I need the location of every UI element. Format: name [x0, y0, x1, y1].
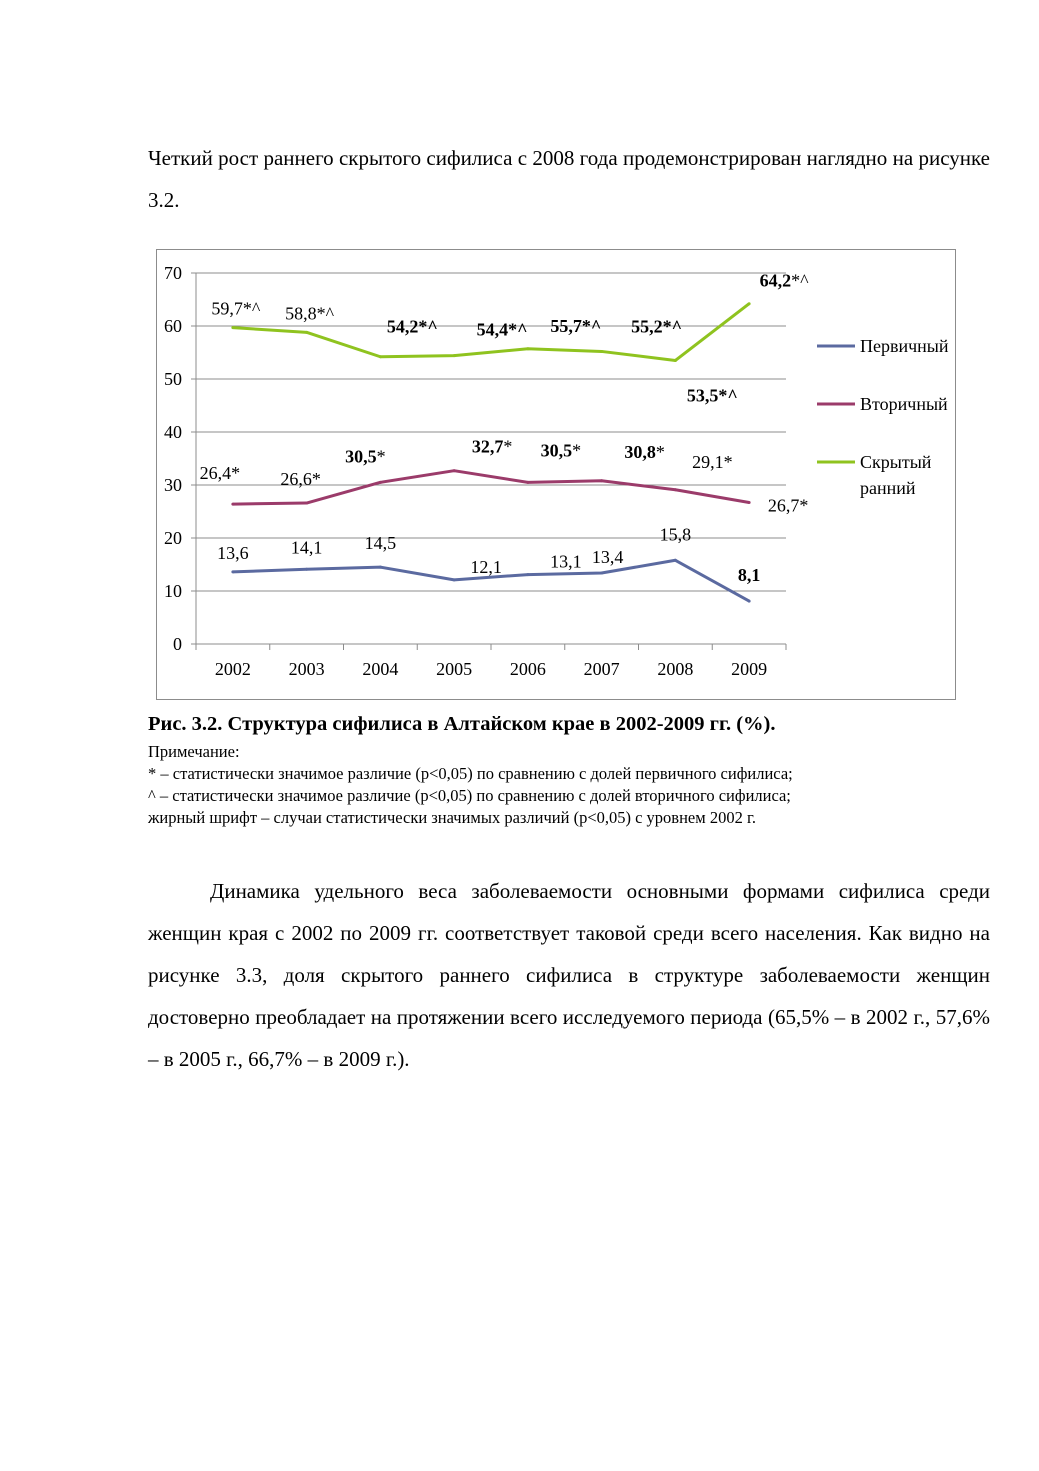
x-tick-label: 2005: [436, 659, 473, 679]
data-label: [660, 524, 692, 544]
data-label: [472, 437, 513, 457]
data-label-significance-mark: *: [376, 446, 386, 467]
data-label: [345, 446, 386, 466]
data-point: [674, 488, 677, 491]
data-label-significance-mark: *: [723, 451, 733, 472]
data-label: [200, 463, 241, 483]
data-point: [231, 326, 234, 329]
data-point: [748, 600, 751, 603]
data-point: [453, 469, 456, 472]
data-label-value: 29,1: [692, 451, 724, 472]
chart-figure: [156, 249, 956, 700]
data-point: [379, 566, 382, 569]
data-label: [365, 533, 397, 553]
y-tick-label: 60: [164, 316, 182, 336]
data-label-value: 58,8: [285, 303, 317, 324]
note-line: жирный шрифт – случаи статистически значимых различий (p<0,05) с уровнем 2002 г.: [148, 808, 756, 827]
data-label-significance-mark: *: [799, 495, 809, 516]
data-label: [687, 385, 738, 405]
data-point: [305, 502, 308, 505]
data-label: [291, 537, 323, 557]
data-point: [231, 503, 234, 506]
data-label: [211, 299, 261, 319]
x-tick-label: 2002: [214, 659, 251, 679]
data-label-value: 14,5: [364, 533, 397, 554]
data-label-value: 59,7: [211, 298, 243, 319]
data-label-significance-mark: *^: [662, 316, 683, 337]
data-label-significance-mark: *^: [242, 298, 261, 319]
data-label: [592, 547, 624, 567]
data-label: [738, 565, 761, 585]
line-chart: [157, 250, 957, 701]
data-label-value: 64,2: [759, 270, 792, 291]
data-label-value: 13,6: [217, 542, 249, 563]
data-label-value: 26,4: [199, 463, 232, 484]
figure-caption: Рис. 3.2. Структура сифилиса в Алтайском крае в 2002-2009 гг. (%).: [148, 713, 776, 735]
y-tick-label: 30: [164, 475, 182, 495]
data-point: [674, 359, 677, 362]
note-line: ^ – статистически значимое различие (p<0,05) по сравнению с долей вторичного сифилиса;: [148, 786, 791, 805]
data-label-value: 54,2: [386, 316, 419, 337]
data-label-significance-mark: *^: [418, 316, 438, 337]
x-tick-label: 2003: [288, 659, 325, 679]
data-label: [550, 316, 601, 336]
data-label-value: 26,6: [280, 469, 312, 490]
data-point: [526, 347, 529, 350]
data-label-significance-mark: *^: [791, 270, 809, 291]
body-paragraph: Динамика удельного веса заболеваемости основными формами сифилиса среди женщин края с 2002 по 2009 гг. соответствует таковой среди всего населения. Как видно на рисунке 3.3, доля скрытого раннего сифилиса в структуре заболеваемости женщин достоверно преобладает на протяжении всего исследуемого периода (65,5% – в 2002 г., 57,6% – в 2005 г., 66,7% – в 2009 г.).: [148, 879, 990, 1071]
data-point: [526, 481, 529, 484]
data-point: [305, 331, 308, 334]
data-label: [217, 543, 249, 563]
y-tick-label: 50: [164, 369, 182, 389]
data-label: [550, 552, 582, 572]
data-label-significance-mark: *: [311, 469, 321, 490]
data-label: [477, 320, 528, 340]
data-label-value: 53,5: [686, 385, 719, 406]
data-label: [541, 440, 582, 460]
legend-label: Первичный: [860, 336, 949, 356]
data-label: [631, 316, 682, 336]
data-label-significance-mark: *^: [581, 315, 602, 336]
data-point: [748, 501, 751, 504]
data-label-significance-mark: *: [572, 440, 582, 461]
data-point: [674, 559, 677, 562]
data-label: [760, 271, 810, 291]
x-tick-label: 2007: [583, 659, 620, 679]
data-label-significance-mark: *: [503, 436, 513, 457]
x-tick-label: 2009: [731, 659, 768, 679]
data-label: [768, 495, 809, 515]
data-label-significance-mark: *^: [508, 319, 528, 340]
data-label-value: 54,4: [476, 319, 509, 340]
data-label: [285, 303, 335, 323]
data-label-value: 15,8: [659, 524, 692, 545]
data-label-value: 55,2: [631, 316, 663, 337]
data-point: [453, 578, 456, 581]
legend-label: Вторичный: [860, 394, 948, 414]
y-tick-label: 70: [164, 263, 182, 283]
data-point: [748, 302, 751, 305]
data-label-value: 32,7: [471, 436, 504, 457]
legend-label: [860, 452, 932, 498]
x-tick-label: 2008: [657, 659, 694, 679]
data-point: [231, 570, 234, 573]
data-point: [453, 354, 456, 357]
data-label-value: 30,8: [624, 441, 656, 462]
data-point: [600, 350, 603, 353]
data-label-value: 30,5: [345, 446, 377, 467]
x-tick-label: 2006: [509, 659, 546, 679]
data-point: [600, 479, 603, 482]
data-label-significance-mark: *: [231, 463, 241, 484]
note-line: * – статистически значимое различие (p<0,05) по сравнению с долей первичного сифилиса;: [148, 764, 793, 783]
data-point: [379, 481, 382, 484]
data-point: [600, 571, 603, 574]
y-tick-label: 40: [164, 422, 182, 442]
data-label: [387, 317, 438, 337]
y-tick-label: 0: [173, 634, 182, 654]
data-label-value: 13,4: [591, 546, 624, 567]
data-label-significance-mark: *^: [718, 385, 738, 406]
data-label-value: 8,1: [737, 565, 761, 586]
data-label-significance-mark: *: [655, 441, 665, 462]
legend-label-line: ранний: [860, 478, 916, 498]
figure-notes: [148, 741, 793, 829]
data-label-value: 14,1: [290, 537, 323, 558]
intro-paragraph: Четкий рост раннего скрытого сифилиса с 2008 года продемонстрирован наглядно на рисунке 3.2.: [148, 146, 990, 212]
y-tick-label: 20: [164, 528, 182, 548]
y-tick-label: 10: [164, 581, 182, 601]
data-label: [470, 557, 502, 577]
data-label-value: 30,5: [540, 440, 573, 461]
data-point: [526, 573, 529, 576]
data-point: [305, 568, 308, 571]
data-label: [692, 452, 733, 472]
note-title: Примечание:: [148, 742, 240, 761]
data-label-value: 55,7: [550, 315, 582, 336]
data-label-value: 26,7: [767, 495, 800, 516]
data-label: [624, 442, 665, 462]
data-point: [379, 355, 382, 358]
legend-label-line: Скрытый: [860, 452, 932, 472]
data-label-value: 13,1: [550, 551, 582, 572]
x-tick-label: 2004: [362, 659, 399, 679]
data-label-significance-mark: *^: [316, 303, 335, 324]
data-label: [280, 469, 321, 489]
data-label-value: 12,1: [470, 556, 502, 577]
